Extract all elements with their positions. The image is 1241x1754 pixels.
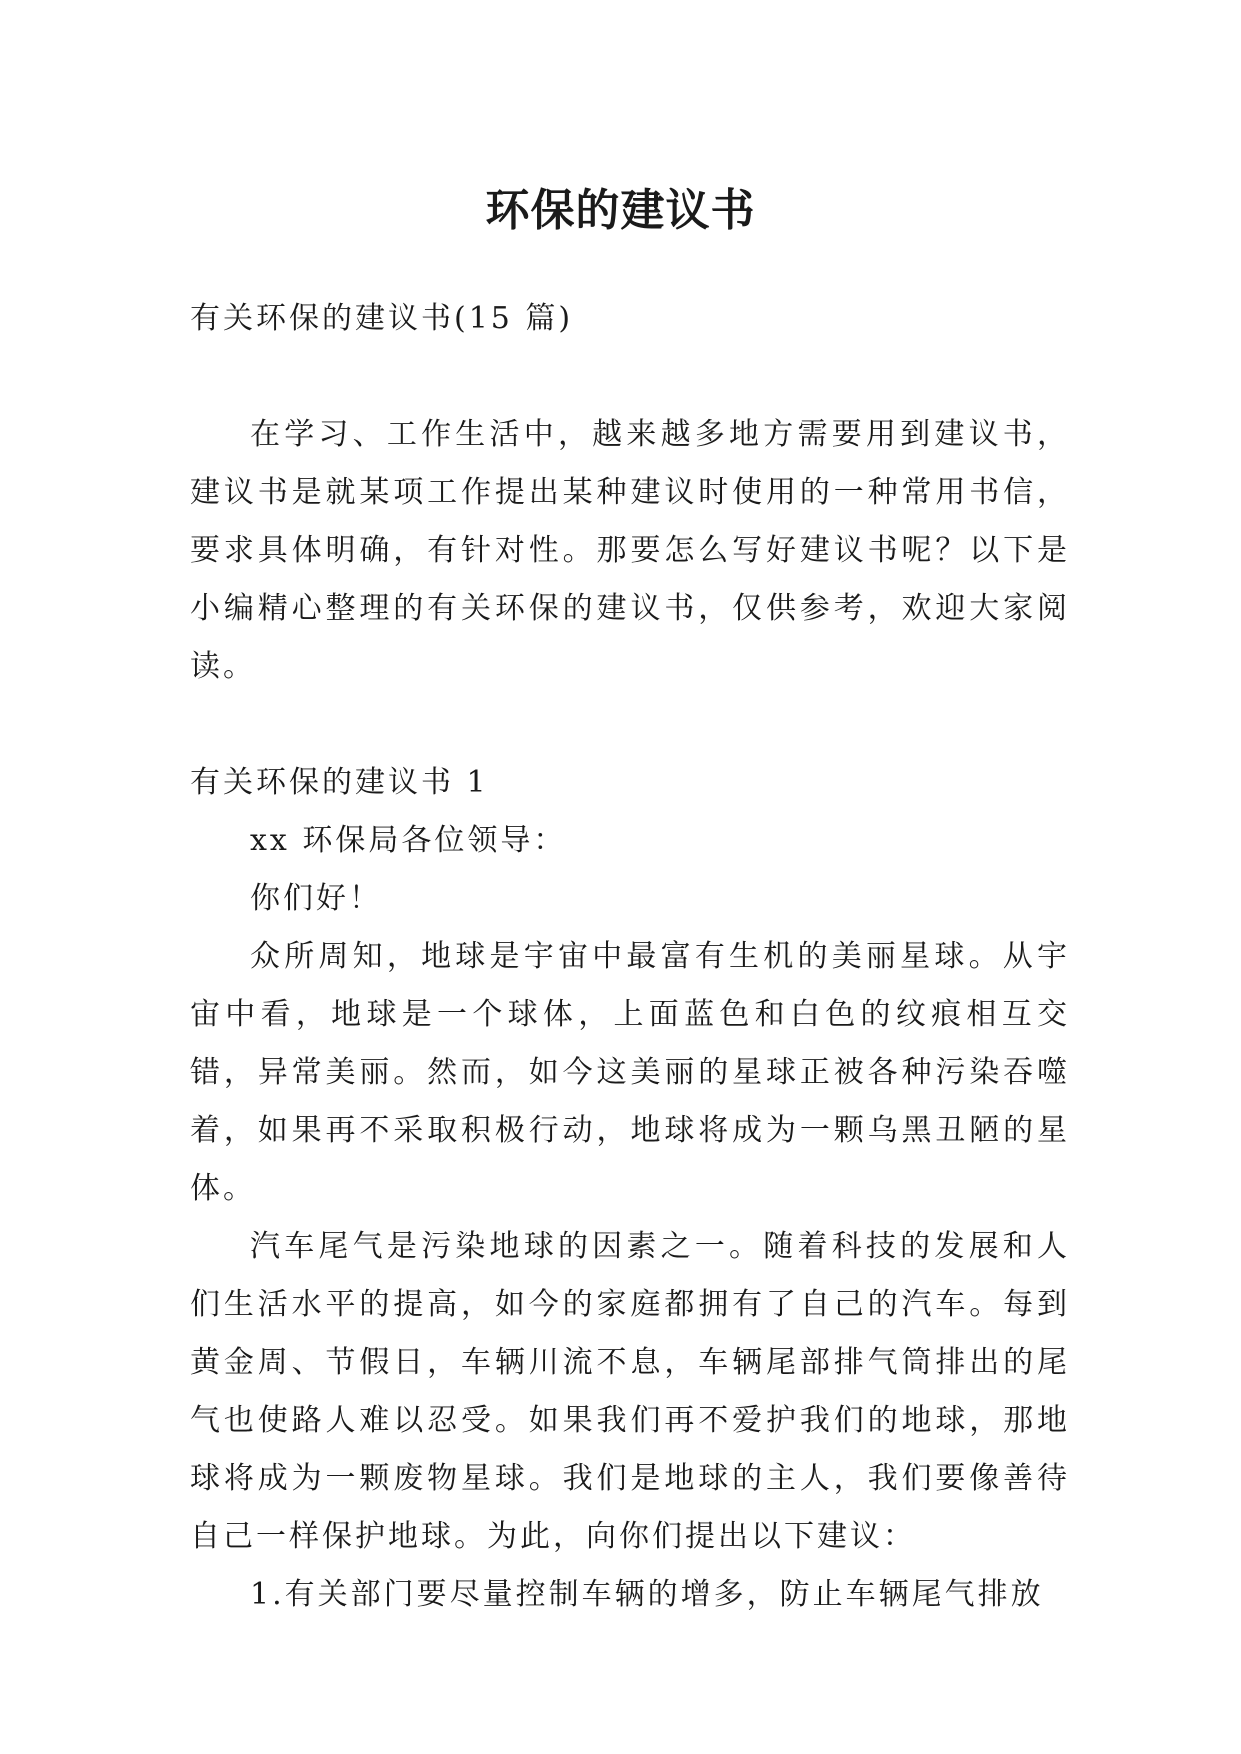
section-title: 有关环保的建议书 1 <box>190 765 489 800</box>
body-paragraph: 1.有关部门要尽量控制车辆的增多，防止车辆尾气排放 <box>250 1577 1044 1612</box>
salutation: xx 环保局各位领导： <box>250 823 567 858</box>
body-paragraph: 汽车尾气是污染地球的因素之一。随着科技的发展和人们生活水平的提高，如今的家庭都拥有了自己的汽车。每到黄金周、节假日，车辆川流不息，车辆尾部排气筒排出的尾气也使路人难以忍受。如果我们再不爱护我们的地球，那地球将成为一颗废物星球。我们是地球的主人，我们要像善待自己一样保护地球。为此，向你们提出以下建议： <box>190 1229 1070 1554</box>
document-subtitle: 有关环保的建议书(15 篇) <box>190 301 574 336</box>
body-paragraph: 众所周知，地球是宇宙中最富有生机的美丽星球。从宇宙中看，地球是一个球体，上面蓝色和白色的纹痕相互交错，异常美丽。然而，如今这美丽的星球正被各种污染吞噬着，如果再不采取积极行动，地球将成为一颗乌黑丑陋的星体。 <box>190 939 1070 1206</box>
greeting: 你们好！ <box>250 881 382 916</box>
intro-paragraph: 在学习、工作生活中，越来越多地方需要用到建议书，建议书是就某项工作提出某种建议时使用的一种常用书信，要求具体明确，有针对性。那要怎么写好建议书呢？以下是小编精心整理的有关环保的建议书，仅供参考，欢迎大家阅读。 <box>190 417 1070 684</box>
document-body <box>190 290 1070 1624</box>
document-title: 环保的建议书 <box>485 185 756 237</box>
